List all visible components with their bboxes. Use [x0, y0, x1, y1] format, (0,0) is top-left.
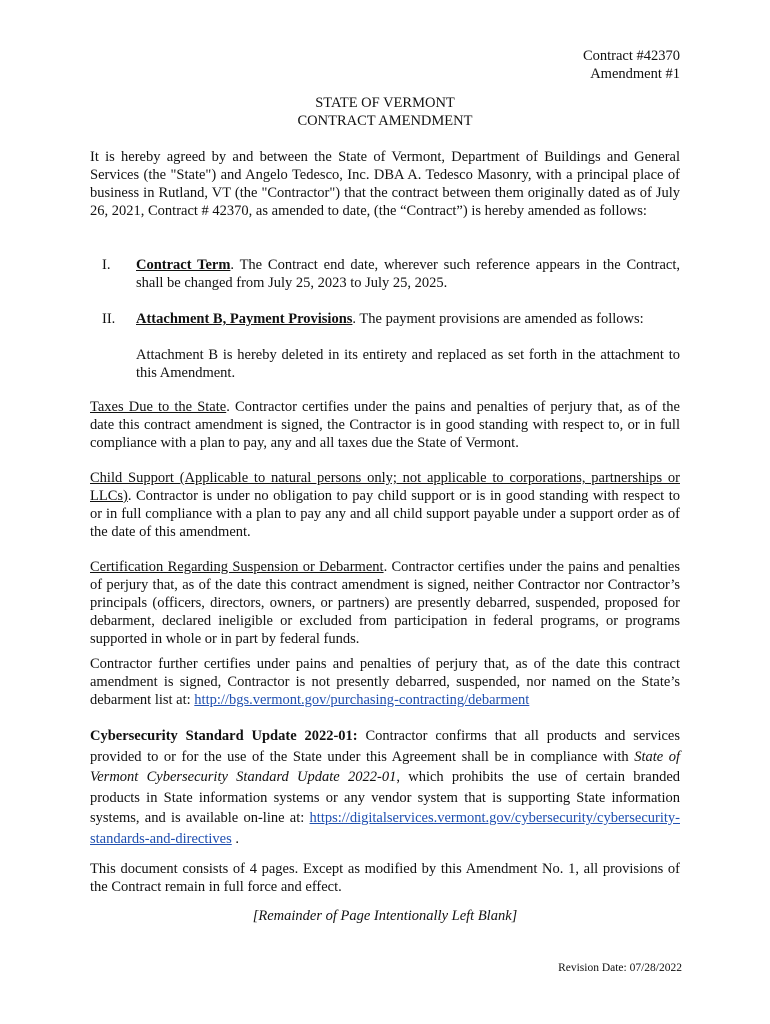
section-text: . The payment provisions are amended as follows: — [352, 311, 644, 327]
taxes-heading: Taxes Due to the State — [90, 399, 227, 415]
cybersecurity-text-3: . — [231, 830, 239, 847]
debarment-heading: Certification Regarding Suspension or Debarment — [90, 559, 384, 575]
section-subtext: Attachment B is hereby deleted in its entirety and replaced as set forth in the attachment to this Amendment. — [136, 347, 680, 381]
revision-date: Revision Date: 07/28/2022 — [558, 962, 682, 974]
taxes-paragraph — [90, 398, 680, 452]
taxes-text: . Contractor certifies under the pains and penalties of perjury that, as of the date this contract amendment is signed, the Contractor is in good standing with respect to, or in full compliance with a plan to pay, any and all taxes due the State of Vermont. — [90, 399, 680, 451]
debarment-further-text: Contractor further certifies under pains and penalties of perjury that, as of the date this contract amendment is signed, Contractor is not presently debarred, suspended, nor named on the State’s debarment list at: — [90, 656, 680, 708]
child-support-paragraph — [90, 469, 680, 541]
debarment-link[interactable]: http://bgs.vermont.gov/purchasing-contracting/debarment — [194, 692, 530, 708]
remainder-notice: [Remainder of Page Intentionally Left Blank] — [252, 908, 518, 924]
contract-number: Contract #42370 — [582, 48, 680, 64]
section-text: . The Contract end date, wherever such reference appears in the Contract, shall be changed from July 25, 2023 to July 25, 2025. — [136, 257, 681, 291]
section-payment-provisions — [90, 310, 680, 382]
section-number: II. — [102, 311, 116, 327]
debarment-further-paragraph — [90, 655, 680, 709]
cybersecurity-text-2: , which prohibits the use of certain branded products in State information systems or any vendor system that is supporting State information systems, and is available on-line at: — [90, 769, 681, 826]
document-title — [0, 94, 770, 130]
intro-paragraph: It is hereby agreed by and between the State of Vermont, Department of Buildings and General Services (the "State") and Angelo Tedesco, Inc. DBA A. Tedesco Masonry, with a principal place of business in Rutland, VT (the "Contractor") that the contract between them originally dated as of July 26, 2021, Contract # 42370, as amended to date, (the “Contract”) is hereby amended as follows: — [90, 149, 680, 219]
cybersecurity-standard-name: State of Vermont Cybersecurity Standard Update 2022-01 — [90, 748, 680, 785]
debarment-text: . Contractor certifies under the pains and penalties of perjury that, as of the date this contract amendment is signed, neither Contractor nor Contractor’s principals (officers, directors, owners, or partners) are presently debarred, suspended, proposed for debarment, declared ineligible or excluded from participation in federal programs, or programs supported in whole or in part by federal funds. — [90, 559, 680, 647]
cybersecurity-text-1: Contractor confirms that all products and services provided to or for the use of the State under this Agreement shall be in compliance with — [90, 728, 680, 765]
child-support-heading: Child Support (Applicable to natural persons only; not applicable to corporations, partnerships or LLCs) — [90, 470, 680, 504]
cybersecurity-heading: Cybersecurity Standard Update 2022-01: — [90, 728, 358, 744]
section-number: I. — [102, 257, 111, 273]
section-heading: Contract Term — [136, 257, 231, 273]
contract-header — [583, 47, 680, 83]
section-contract-term — [90, 256, 680, 292]
cybersecurity-link[interactable]: https://digitalservices.vermont.gov/cybersecurity/cybersecurity-standards-and-directives — [90, 810, 680, 847]
cybersecurity-paragraph — [90, 726, 680, 849]
debarment-paragraph — [90, 558, 680, 648]
closing-paragraph: This document consists of 4 pages. Except as modified by this Amendment No. 1, all provisions of the Contract remain in full force and effect. — [90, 861, 680, 895]
section-heading: Attachment B, Payment Provisions — [136, 311, 353, 327]
amendment-number: Amendment #1 — [590, 66, 680, 82]
child-support-text: . Contractor is under no obligation to pay child support or is in good standing with respect to or in full compliance with a plan to pay any and all child support payable under a support order as of the date of this amendment. — [90, 488, 680, 540]
title-line-2: CONTRACT AMENDMENT — [297, 113, 473, 129]
title-line-1: STATE OF VERMONT — [315, 95, 455, 111]
